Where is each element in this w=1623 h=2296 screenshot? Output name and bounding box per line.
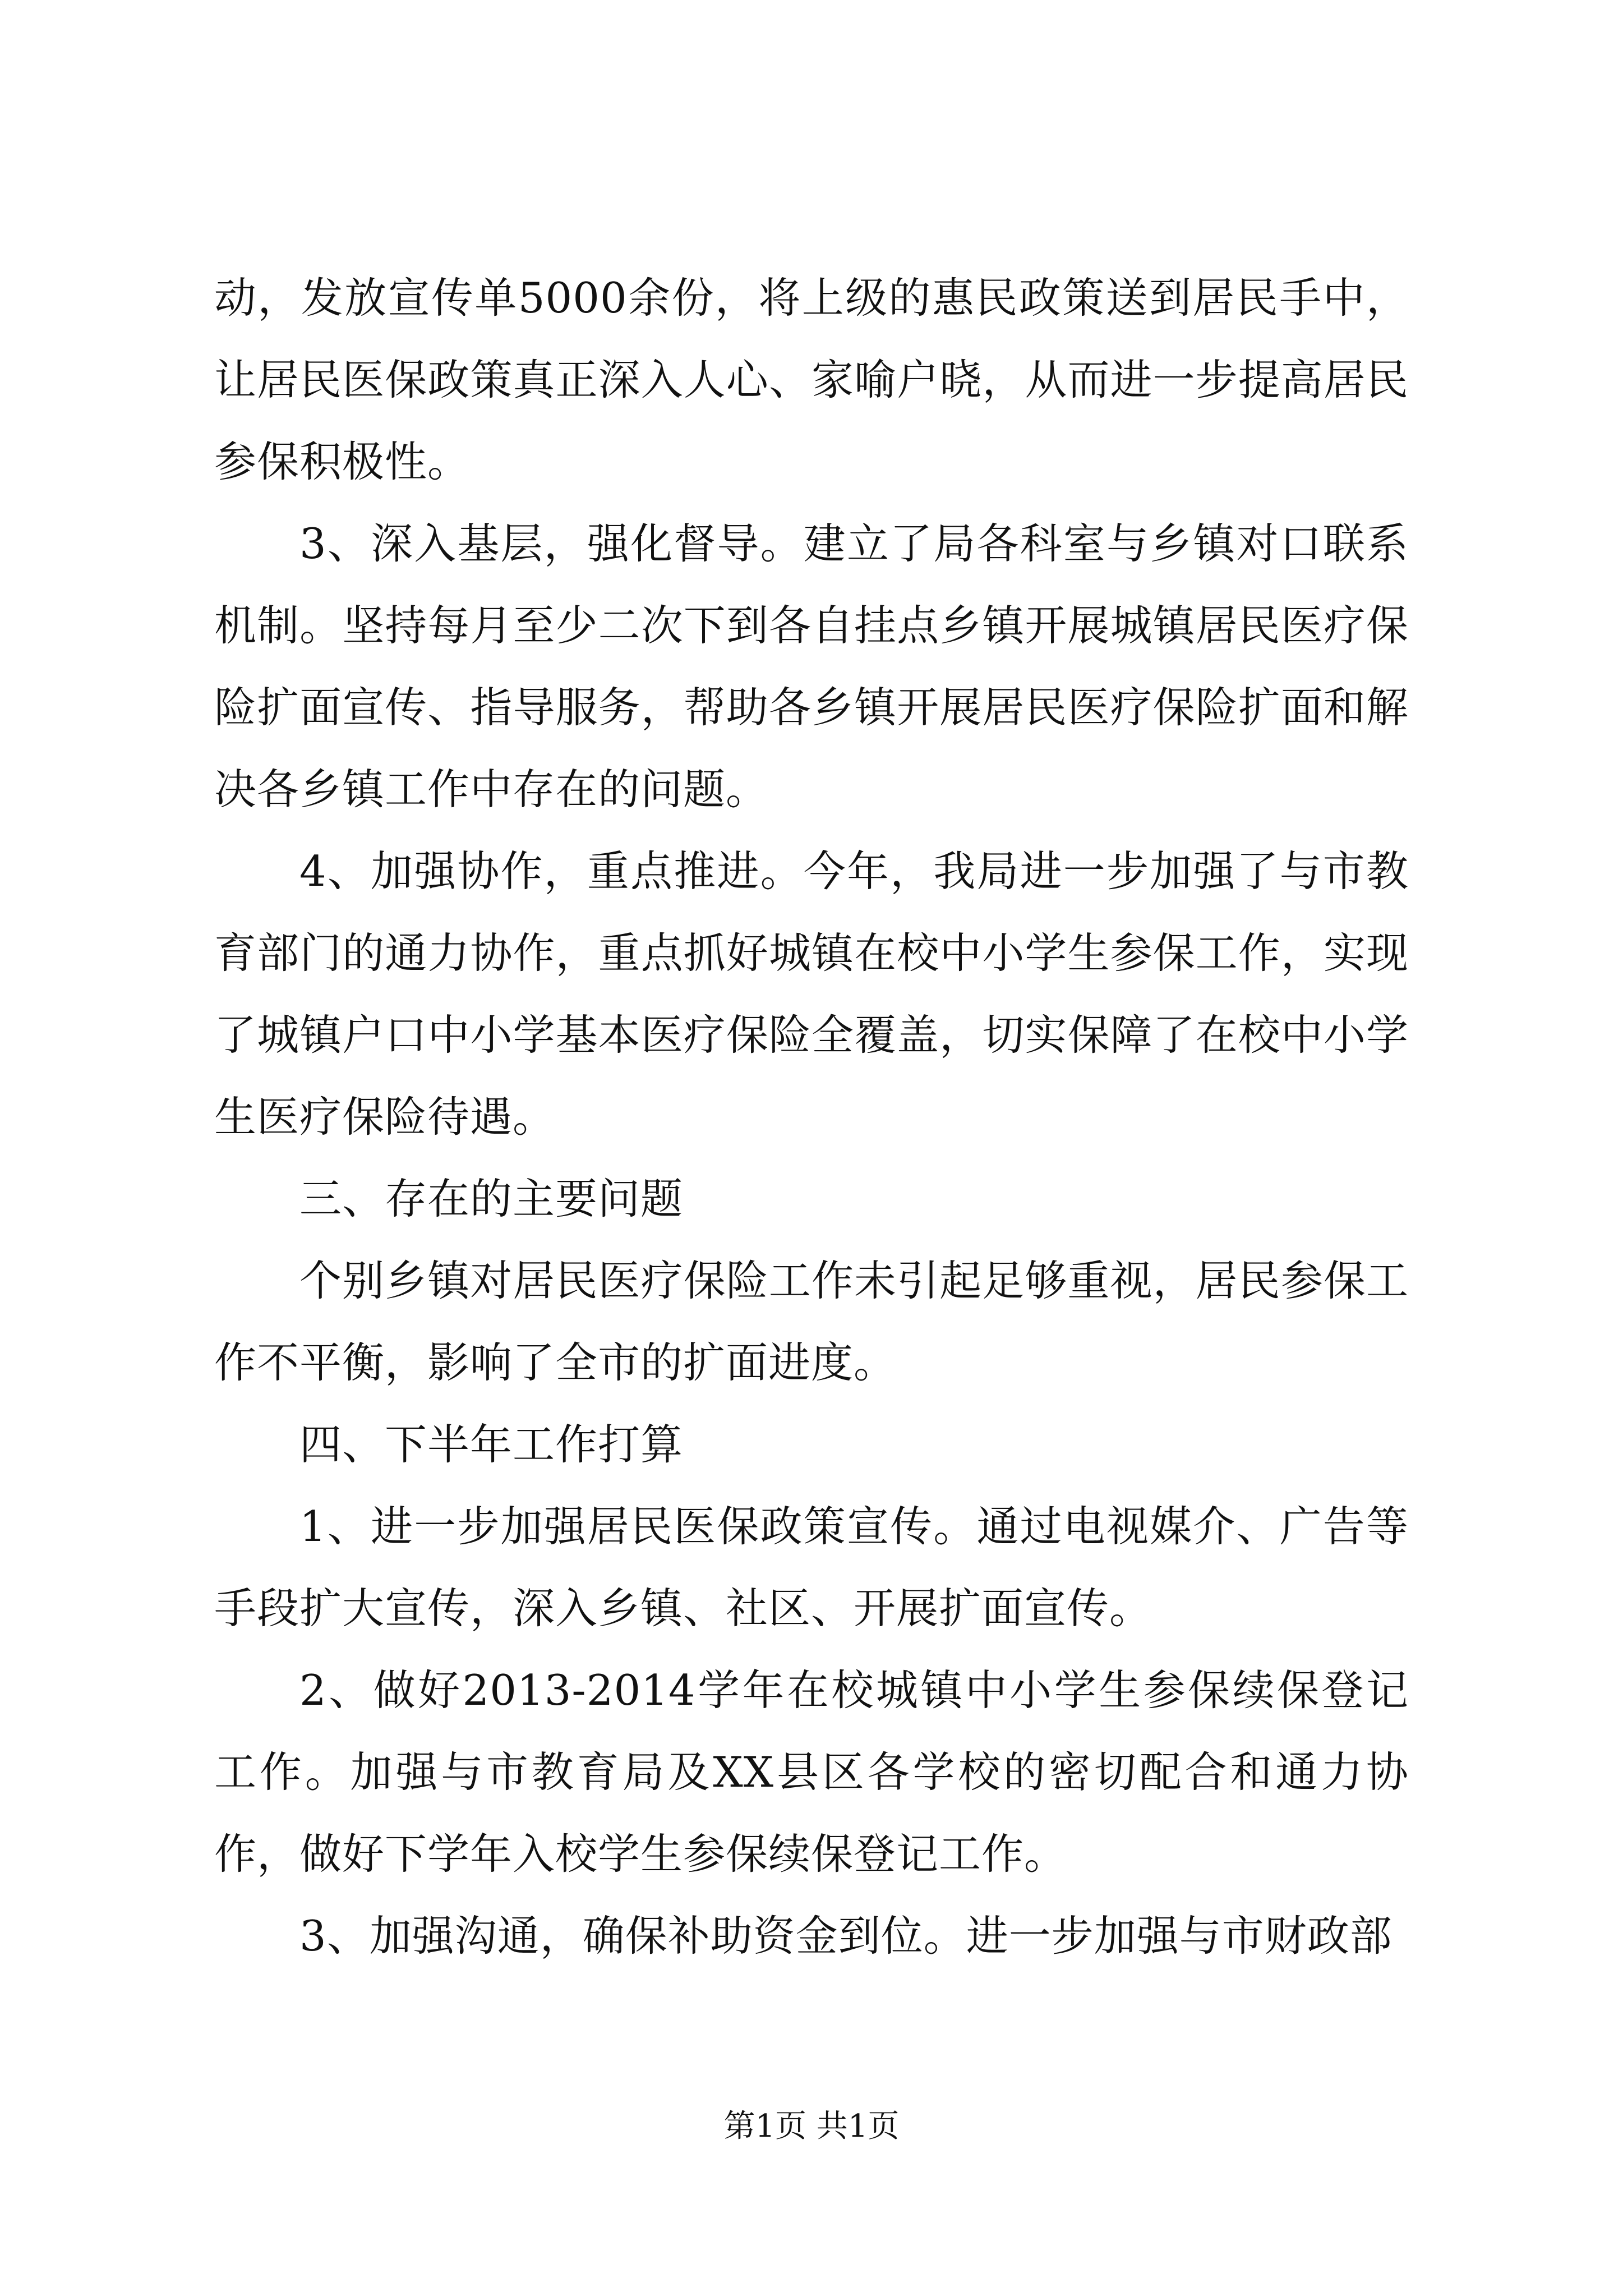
paragraph-plan-3: 3、加强沟通，确保补助资金到位。进一步加强与市财政部: [299, 1911, 1393, 1961]
page-footer: 第1页 共1页: [723, 2108, 900, 2145]
paragraph-problems: 个别乡镇对居民医疗保险工作未引起足够重视，居民参保工作不平衡，影响了全市的扩面进度。: [214, 1256, 1409, 1387]
paragraph-item-4: 4、加强协作，重点推进。今年，我局进一步加强了与市教育部门的通力协作，重点抓好城镇在校中小学生参保工作，实现了城镇户口中小学基本医疗保险全覆盖，切实保障了在校中小学生医疗保险待遇。: [214, 846, 1409, 1142]
paragraph-plan-1: 1、进一步加强居民医保政策宣传。通过电视媒介、广告等手段扩大宣传，深入乡镇、社区、开展扩面宣传。: [214, 1502, 1409, 1633]
document-body: [214, 257, 1409, 1977]
paragraph-continuation: 动，发放宣传单5000余份，将上级的惠民政策送到居民手中，让居民医保政策真正深入人心、家喻户晓，从而进一步提高居民参保积极性。: [214, 273, 1409, 486]
section-heading-problems: 三、存在的主要问题: [299, 1174, 684, 1223]
paragraph-item-3: 3、深入基层，强化督导。建立了局各科室与乡镇对口联系机制。坚持每月至少二次下到各自挂点乡镇开展城镇居民医疗保险扩面宣传、指导服务，帮助各乡镇开展居民医疗保险扩面和解决各乡镇工作中存在的问题。: [214, 519, 1409, 814]
section-heading-plans: 四、下半年工作打算: [299, 1420, 684, 1469]
paragraph-plan-2: 2、做好2013-2014学年在校城镇中小学生参保续保登记工作。加强与市教育局及XX县区各学校的密切配合和通力协作，做好下学年入校学生参保续保登记工作。: [214, 1665, 1409, 1879]
